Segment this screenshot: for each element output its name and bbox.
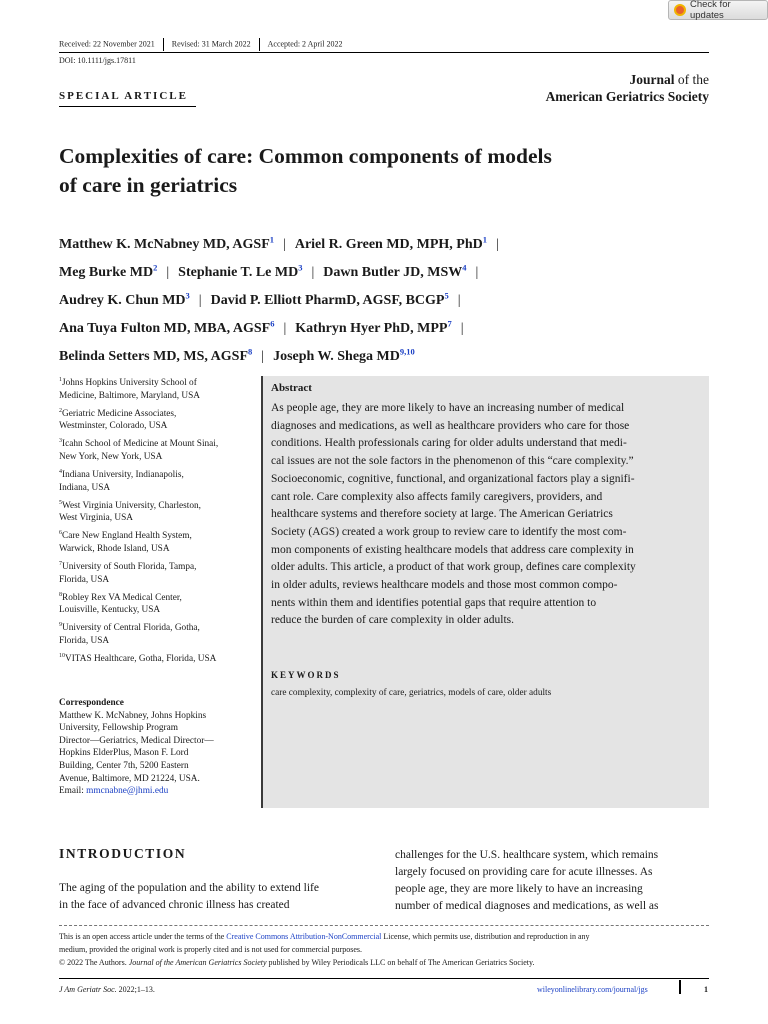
footnote-line: This is an open access article under the terms of the Creative Commons Attribution-NonCommercial License, which permits use, distribution and reproduction in any (59, 932, 590, 941)
author-row (59, 341, 709, 369)
abstract-line: conditions. Health professionals caring for older adults understand that medi- (271, 437, 627, 450)
author-row (59, 228, 709, 256)
abstract-line: healthcare systems and therefore society at large. The American Geriatrics (271, 508, 613, 521)
author[interactable]: Joseph W. Shega MD$^{9,10}$ (273, 346, 415, 365)
page-divider (679, 980, 681, 994)
license-footnote (59, 930, 719, 969)
correspondence-line: Director—Geriatrics, Medical Director— (59, 735, 214, 746)
body-line: The aging of the population and the ability to extend life (59, 882, 319, 894)
page-number: 1 (704, 985, 708, 994)
doi[interactable]: DOI: 10.1111/jgs.17811 (59, 56, 136, 65)
author-row (59, 256, 709, 284)
abstract-line: reduce the burden of care complexity in older adults. (271, 614, 515, 627)
correspondence-line: Hopkins ElderPlus, Mason F. Lord (59, 748, 189, 759)
affiliation: $^9$University of Central Florida, Gotha, Florida, USA (59, 622, 200, 647)
journal-word: Journal (629, 72, 675, 87)
body-line: number of medical diagnoses and medications, as well as (395, 900, 659, 912)
abstract-line: mon components of existing healthcare models that address care complexity in (271, 543, 634, 556)
title-line-2: of care in geriatrics (59, 173, 238, 197)
received-date: Received: 22 November 2021 (59, 39, 155, 49)
separator: | (283, 236, 286, 252)
author[interactable]: Matthew K. McNabney MD, AGSF$^1$ (59, 234, 275, 252)
affiliation: $^3$Icahn School of Medicine at Mount Sinai, New York, New York, USA (59, 438, 219, 463)
separator: | (475, 264, 479, 280)
affiliation: $^1$Johns Hopkins University School of Medicine, Baltimore, Maryland, USA (59, 377, 200, 401)
abstract-line: older adults. This article, a product of that work group, defines care complexity (271, 561, 636, 574)
section-label: SPECIAL ARTICLE (59, 90, 188, 102)
email-link[interactable]: mmcnabne@jhmi.edu (86, 786, 169, 797)
correspondence-heading: Correspondence (59, 698, 124, 708)
affiliation: $^5$West Virginia University, Charleston, West Virginia, USA (59, 499, 201, 524)
author[interactable]: David P. Elliott PharmD, AGSF, BCGP$^5$ (210, 290, 449, 308)
author[interactable]: Kathryn Hyer PhD, MPP$^7$ (295, 318, 452, 337)
intro-left-column (59, 880, 373, 914)
abstract-text (271, 400, 700, 630)
separator: | (457, 292, 461, 308)
correspondence-email-line: Email: mmcnabne@jhmi.edu (59, 786, 169, 797)
separator: | (460, 321, 464, 337)
correspondence (59, 697, 249, 798)
correspondence-line: Matthew K. McNabney, Johns Hopkins (59, 710, 207, 721)
body-line: largely focused on providing care for acute illnesses. As (395, 866, 653, 878)
header-rule (59, 52, 709, 53)
revised-date: Revised: 31 March 2022 (171, 39, 251, 49)
keywords-heading: KEYWORDS (271, 670, 341, 680)
abstract-line: cant role. Care complexity also affects family caregivers, providers, and (271, 490, 603, 503)
author[interactable]: Audrey K. Chun $MD^3$ (59, 290, 190, 308)
affiliation: $^{10}$VITAS Healthcare, Gotha, Florida, USA (59, 653, 217, 665)
correspondence-line: Building, Center 7th, 5200 Eastern (59, 760, 189, 771)
abstract-heading: Abstract (271, 382, 312, 394)
check-for-updates-button[interactable] (668, 0, 768, 20)
author-list (59, 228, 709, 369)
footnote-rule (59, 925, 709, 926)
abstract-line: diagnoses and medications, as well as healthcare providers who care for those (271, 419, 630, 432)
abstract-line: Society (AGS) created a work group to review care to identify the most com- (271, 525, 627, 538)
author[interactable]: Stephanie T. Le $MD^3$ (178, 262, 303, 280)
footnote-line: medium, provided the original work is properly cited and is not used for commercial purposes. (59, 945, 363, 954)
separator: | (198, 292, 202, 308)
affiliation: $^8$Robley Rex VA Medical Center, Louisville, Kentucky, USA (59, 591, 182, 616)
bottom-rule (59, 978, 709, 979)
affiliation: $^2$Geriatric Medicine Associates, Westminster, Colorado, USA (59, 407, 177, 432)
correspondence-line: Avenue, Baltimore, MD 21224, USA. (59, 773, 200, 784)
author-row (59, 312, 709, 340)
meta-divider (259, 38, 260, 51)
affiliations (59, 374, 249, 668)
author[interactable]: Ana Tuya Fulton MD, MBA, AGSF$^6$ (59, 318, 275, 337)
article-title (59, 142, 709, 200)
author-row (59, 284, 709, 312)
author[interactable]: Meg Burke $MD^2$ (59, 262, 158, 280)
separator: | (496, 236, 499, 252)
separator: | (261, 349, 265, 365)
author[interactable]: Belinda Setters MD, MS, AGSF$^8$ (59, 346, 253, 365)
journal-of: of the (674, 72, 709, 87)
introduction-heading: INTRODUCTION (59, 846, 187, 861)
separator: | (166, 264, 170, 280)
dates-line (59, 38, 343, 51)
journal-url-link[interactable]: wileyonlinelibrary.com/journal/jgs (537, 985, 648, 994)
intro-right-column (395, 847, 709, 915)
body-line: in the face of advanced chronic illness has created (59, 899, 290, 911)
title-line-1: Complexities of care: Common components of models (59, 144, 552, 168)
body-line: challenges for the U.S. healthcare system, which remains (395, 849, 659, 861)
keywords-text: care complexity, complexity of care, geriatrics, models of care, older adults (271, 688, 552, 698)
correspondence-line: University, Fellowship Program (59, 723, 178, 734)
abstract-line: Socioeconomic, cognitive, functional, and organizational factors play a signifi- (271, 472, 635, 485)
separator: | (311, 264, 315, 280)
abstract-line: cal issues are not the sole factors in the phenomenon of this “care complexity.” (271, 455, 634, 468)
author[interactable]: Ariel R. Green MD, MPH, PhD$^1$ (294, 234, 487, 252)
journal-name (546, 71, 709, 105)
section-underline (59, 106, 196, 107)
journal-society: American Geriatrics Society (545, 89, 709, 104)
affiliation: $^7$University of South Florida, Tampa, Florida, USA (59, 561, 197, 585)
abstract-line: As people age, they are more likely to have an increasing number of medical (271, 402, 625, 414)
accepted-date: Accepted: 2 April 2022 (267, 39, 343, 49)
check-for-updates-label: Check for updates (689, 0, 731, 21)
abstract-line: nents within them and identifies potential gaps that require attention to (271, 596, 597, 609)
affiliation: $^6$Care New England Health System, Warwick, Rhode Island, USA (59, 530, 192, 555)
crossmark-icon (674, 4, 686, 16)
meta-divider (163, 38, 164, 51)
citation: J Am Geriatr Soc. 2022;1–13. (59, 985, 155, 994)
affiliation: $^4$Indiana University, Indianapolis, Indiana, USA (59, 469, 184, 493)
abstract-line: in older adults, reviews healthcare models and those most common compo- (271, 579, 618, 592)
body-line: people age, they are more likely to have an increasing (395, 883, 643, 895)
cc-license-link[interactable]: Creative Commons Attribution-NonCommercial (226, 932, 382, 941)
separator: | (283, 321, 287, 337)
author[interactable]: Dawn Butler JD, MSW$^4$ (323, 262, 467, 280)
footnote-line: © 2022 The Authors. Journal of the American Geriatrics Society published by Wiley Periodicals LLC on behalf of The American Geriatrics Society. (59, 958, 535, 967)
